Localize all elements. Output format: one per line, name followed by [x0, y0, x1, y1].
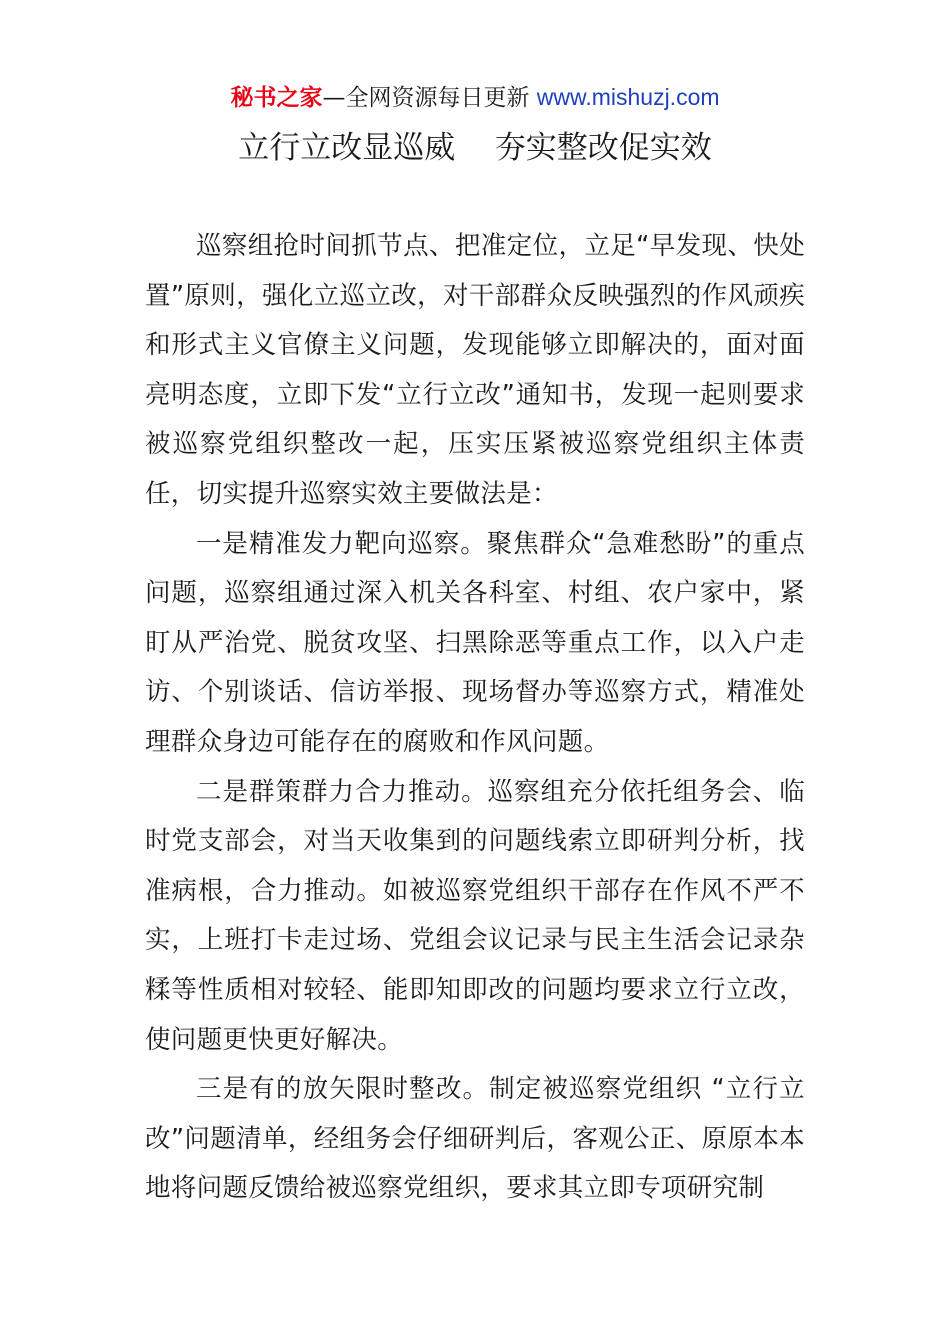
brand-name: 秘书之家 — [230, 85, 323, 111]
site-header — [0, 82, 950, 113]
header-slogan: —全网资源每日更新 — [322, 85, 530, 111]
document-title: 立行立改显巡威 夯实整改促实效 — [238, 130, 712, 166]
paragraph-point-2: 二是群策群力合力推动。巡察组充分依托组务会、临时党支部会，对当天收集到的问题线索立即研判分析，找准病根，合力推动。如被巡察党组织干部存在作风不严不实，上班打卡走过场、党组会议记录与民主生活会记录杂糅等性质相对较轻、能即知即改的问题均要求立行立改，使问题更快更好解决。 — [145, 776, 805, 1055]
site-url-link[interactable]: www.mishuzj.com — [536, 84, 720, 110]
paragraph-point-1: 一是精准发力靶向巡察。聚焦群众“急难愁盼”的重点问题，巡察组通过深入机关各科室、村组、农户家中，紧盯从严治党、脱贫攻坚、扫黑除恶等重点工作，以入户走访、个别谈话、信访举报、现场督办等巡察方式，精准处理群众身边可能存在的腐败和作风问题。 — [145, 528, 805, 757]
paragraph-intro: 巡察组抢时间抓节点、把准定位，立足“早发现、快处置”原则，强化立巡立改，对干部群众反映强烈的作风顽疾和形式主义官僚主义问题，发现能够立即解决的，面对面亮明态度，立即下发“立行立改”通知书，发现一起则要求被巡察党组织整改一起，压实压紧被巡察党组织主体责任，切实提升巡察实效主要做法是： — [145, 231, 805, 509]
document-body — [145, 222, 805, 1214]
paragraph-point-3: 三是有的放矢限时整改。制定被巡察党组织 “立行立改”问题清单，经组务会仔细研判后，客观公正、原原本本地将问题反馈给被巡察党组织，要求其立即专项研究制 — [145, 1074, 805, 1204]
